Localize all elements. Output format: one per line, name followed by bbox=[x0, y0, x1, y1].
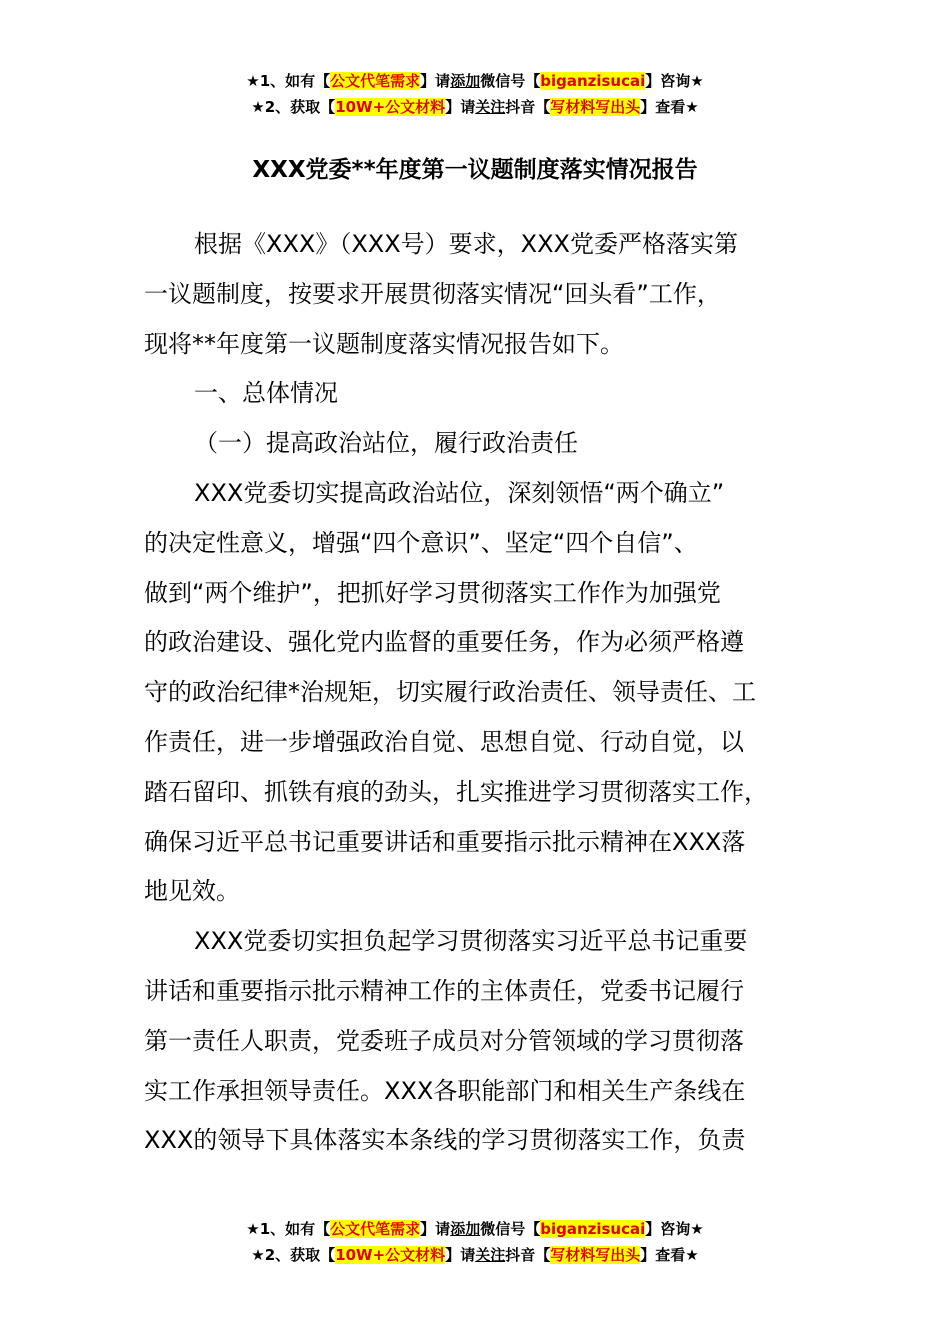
banner-text: ★1、如有【 bbox=[246, 1220, 331, 1238]
paragraph-line: 第一责任人职责，党委班子成员对分管领域的学习贯彻落 bbox=[144, 1026, 744, 1055]
paragraph-line: XXX党委切实提高政治站位，深刻领悟“两个确立” bbox=[194, 478, 725, 507]
highlight-materials: 10W+公文材料 bbox=[335, 1246, 446, 1264]
paragraph-line: 的决定性意义，增强“四个意识”、坚定“四个自信”、 bbox=[144, 528, 698, 557]
banner-line-2 bbox=[0, 94, 950, 120]
subsection-heading: （一）提高政治站位，履行政治责任 bbox=[194, 429, 578, 458]
document-title: XXX党委**年度第一议题制度落实情况报告 bbox=[252, 157, 698, 183]
header-banner bbox=[0, 68, 950, 120]
banner-text: ★2、获取【 bbox=[251, 1246, 336, 1264]
banner-text: 】查看★ bbox=[640, 98, 699, 116]
paragraph-line: 做到“两个维护”，把抓好学习贯彻落实工作作为加强党 bbox=[144, 578, 721, 607]
paragraph-line: 守的政治纪律*治规矩，切实履行政治责任、领导责任、工 bbox=[144, 678, 756, 707]
highlight-service: 公文代笔需求 bbox=[330, 72, 421, 90]
banner-underlined-text: 添加 bbox=[450, 72, 481, 90]
paragraph-line: 实工作承担领导责任。XXX各职能部门和相关生产条线在 bbox=[144, 1076, 746, 1105]
highlight-service: 公文代笔需求 bbox=[330, 1220, 421, 1238]
paragraph-line: 现将**年度第一议题制度落实情况报告如下。 bbox=[144, 329, 624, 358]
paragraph-line: 一议题制度，按要求开展贯彻落实情况“回头看”工作， bbox=[144, 279, 721, 308]
banner-text: 微信号【 bbox=[480, 1220, 541, 1238]
highlight-wechat-id: biganzisucai bbox=[540, 72, 646, 90]
banner-text: ★1、如有【 bbox=[246, 72, 331, 90]
banner-underlined-text: 关注 bbox=[475, 98, 506, 116]
banner-underlined-text: 关注 bbox=[475, 1246, 506, 1264]
highlight-douyin-account: 写材料写出头 bbox=[550, 98, 641, 116]
paragraph-line: 确保习近平总书记重要讲话和重要指示批示精神在XXX落 bbox=[144, 827, 746, 856]
highlight-materials: 10W+公文材料 bbox=[335, 98, 446, 116]
banner-text: 】咨询★ bbox=[645, 1220, 704, 1238]
banner-line-1 bbox=[0, 1216, 950, 1242]
banner-text: 】请 bbox=[420, 72, 451, 90]
paragraph-line: 地见效。 bbox=[144, 877, 240, 906]
banner-text: 抖音【 bbox=[505, 98, 551, 116]
paragraph-line: 讲话和重要指示批示精神工作的主体责任，党委书记履行 bbox=[144, 976, 744, 1005]
banner-line-1 bbox=[0, 68, 950, 94]
document-body bbox=[144, 220, 806, 1166]
paragraph-line: XXX的领导下具体落实本条线的学习贯彻落实工作，负责 bbox=[144, 1126, 746, 1155]
banner-text: 】请 bbox=[420, 1220, 451, 1238]
banner-text: 】请 bbox=[445, 1246, 476, 1264]
paragraph-line: 的政治建设、强化党内监督的重要任务，作为必须严格遵 bbox=[144, 628, 744, 657]
banner-text: 抖音【 bbox=[505, 1246, 551, 1264]
banner-text: ★2、获取【 bbox=[251, 98, 336, 116]
paragraph-line: 根据《XXX》（XXX号）要求，XXX党委严格落实第 bbox=[194, 230, 738, 258]
banner-text: 】咨询★ bbox=[645, 72, 704, 90]
banner-text: 】查看★ bbox=[640, 1246, 699, 1264]
paragraph-line: XXX党委切实担负起学习贯彻落实习近平总书记重要 bbox=[194, 927, 748, 956]
highlight-douyin-account: 写材料写出头 bbox=[550, 1246, 641, 1264]
banner-line-2 bbox=[0, 1242, 950, 1268]
banner-text: 微信号【 bbox=[480, 72, 541, 90]
highlight-wechat-id: biganzisucai bbox=[540, 1220, 646, 1238]
footer-banner bbox=[0, 1216, 950, 1268]
section-heading: 一、总体情况 bbox=[194, 379, 338, 408]
paragraph-line: 踏石留印、抓铁有痕的劲头，扎实推进学习贯彻落实工作， bbox=[144, 777, 768, 806]
banner-underlined-text: 添加 bbox=[450, 1220, 481, 1238]
paragraph-line: 作责任，进一步增强政治自觉、思想自觉、行动自觉，以 bbox=[144, 727, 744, 756]
banner-text: 】请 bbox=[445, 98, 476, 116]
